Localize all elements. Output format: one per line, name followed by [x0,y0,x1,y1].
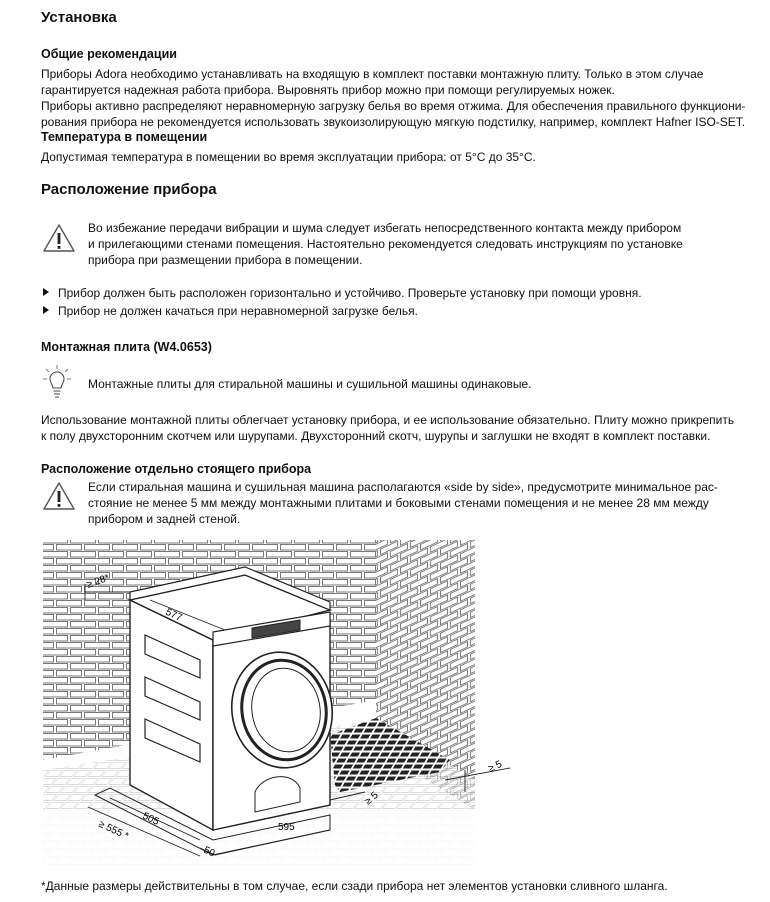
plate-p-line-1: Использование монтажной плиты облегчает установку прибора, и ее использование обязательно. Плиту можно прикрепить [41,413,735,427]
list-item [43,285,642,301]
warning-icon [41,480,77,512]
list-item [43,303,418,319]
general-p2-line-2: рования прибора не рекомендуется использовать звукоизолирующую мягкую подстилку, например, комплект Hafner ISO-SET. [41,115,746,129]
placement-warning-line-1: Во избежание передачи вибрации и шума следует избегать непосредственного контакта между прибором [88,221,682,235]
general-p2-line-1: Приборы активно распределяют неравномерную загрузку белья во время отжима. Для обеспечения правильного функциони- [41,99,746,113]
general-p1-line-1: Приборы Adora необходимо устанавливать на входящую в комплект поставки монтажную плиту. Только в этом случае [41,67,704,81]
dim-depth: 505 [140,810,161,828]
placement-warning [88,220,683,268]
freestanding-warning-line-2: стояние не менее 5 мм между монтажными плитами и боковыми стенами помещения и не менее 28 мм между [88,496,709,510]
dim-depth-total: ≥ 555 * [96,818,131,843]
temperature-text: Допустимая температура в помещении во время эксплуатации прибора: от 5°C до 35°C. [41,150,536,164]
general-paragraph-2 [41,98,745,130]
bullet-arrow-icon [43,306,49,314]
warning-icon [41,222,77,254]
dim-back: ≥ 28* [85,572,111,591]
placement-warning-line-2: и прилегающими стенами помещения. Настоятельно рекомендуется следовать инструкциям по установке [88,237,683,251]
general-paragraph-1 [41,66,703,98]
plate-heading: Монтажная плита (W4.0653) [41,340,212,354]
freestanding-warning [88,479,718,527]
freestanding-warning-line-1: Если стиральная машина и сушильная машина располагаются «side by side», предусмотрите минимальное рас- [88,480,718,494]
lightbulb-tip-icon [42,364,72,400]
dim-top: 577 [163,606,184,624]
bullet-text: Прибор не должен качаться при неравномерной загрузке белья. [58,304,418,318]
dim-side-wall: ≥ 5 [486,758,504,775]
installation-diagram [0,530,770,870]
plate-p-line-2: к полу двухсторонним скотчем или шурупами. Двухсторонний скотч, шурупы и заглушки не входят в комплект поставки. [41,429,711,443]
dim-width: 595 [278,822,295,833]
placement-heading: Расположение прибора [41,181,217,198]
placement-warning-line-3: прибора при размещении прибора в помещении. [88,253,363,267]
general-p1-line-2: гарантируется надежная работа прибора. Выровнять прибор можно при помощи регулируемых ножек. [41,83,615,97]
dim-side: ≥ 5 [362,789,381,808]
plate-tip: Монтажные плиты для стиральной машины и сушильной машины одинаковые. [88,377,532,391]
temperature-heading: Температура в помещении [41,130,208,144]
dim-front: 50 [201,844,217,860]
footnote: *Данные размеры действительны в том случае, если сзади прибора нет элементов установки сливного шланга. [41,879,668,893]
freestanding-warning-line-3: прибором и задней стеной. [88,512,241,526]
bullet-arrow-icon [43,288,49,296]
plate-paragraph [41,412,734,444]
general-heading: Общие рекомендации [41,47,177,61]
page-title: Установка [41,9,117,26]
bullet-text: Прибор должен быть расположен горизонтально и устойчиво. Проверьте установку при помощи уровня. [58,286,642,300]
freestanding-heading: Расположение отдельно стоящего прибора [41,462,312,476]
